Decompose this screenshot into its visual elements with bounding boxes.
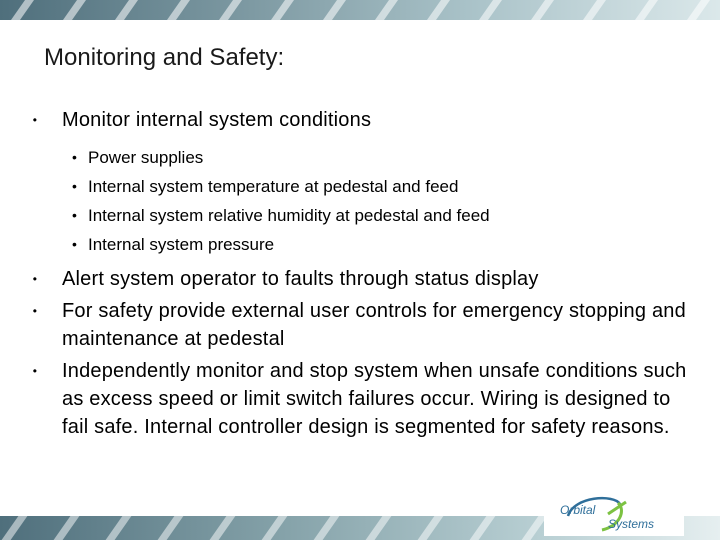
bullet-icon: •	[32, 113, 38, 127]
slide-title: Monitoring and Safety:	[44, 44, 285, 71]
sub-bullet-text: Internal system relative humidity at pedestal and feed	[88, 206, 490, 225]
bullet-item	[28, 357, 688, 441]
sub-bullet-item	[28, 143, 688, 172]
orbital-systems-logo-icon	[544, 490, 684, 536]
sub-bullet-text: Internal system pressure	[88, 235, 275, 254]
bullet-text: Alert system operator to faults through status display	[62, 268, 539, 290]
bullet-text: For safety provide external user controls for emergency stopping and maintenance at pedestal	[62, 300, 686, 350]
sub-bullet-item	[28, 201, 688, 230]
bullet-text: Independently monitor and stop system when unsafe conditions such as excess speed or limit switch failures occur. Wiring is designed to fail safe. Internal controller design is segmented for safety reasons.	[62, 360, 687, 438]
sub-bullet-list	[28, 143, 688, 259]
bullet-icon: •	[72, 178, 77, 194]
bullet-icon: •	[72, 236, 77, 252]
bullet-icon: •	[32, 364, 38, 378]
bullet-icon: •	[32, 272, 38, 286]
sub-bullet-item	[28, 172, 688, 201]
bullet-icon: •	[72, 207, 77, 223]
bullet-icon: •	[72, 149, 77, 165]
bullet-text: Monitor internal system conditions	[62, 109, 372, 131]
bullet-item	[28, 265, 688, 293]
sub-bullet-item	[28, 230, 688, 259]
bullet-item	[28, 106, 688, 134]
logo-word-orbital: Orbital	[560, 503, 596, 517]
bullet-list	[28, 106, 688, 441]
sub-bullet-text: Internal system temperature at pedestal and feed	[88, 177, 459, 196]
sub-bullet-text: Power supplies	[88, 148, 204, 167]
logo-word-systems: Systems	[608, 517, 655, 531]
bullet-item	[28, 297, 688, 353]
bullet-icon: •	[32, 304, 38, 318]
orbital-systems-logo	[544, 490, 684, 536]
top-decorative-band	[0, 0, 720, 20]
